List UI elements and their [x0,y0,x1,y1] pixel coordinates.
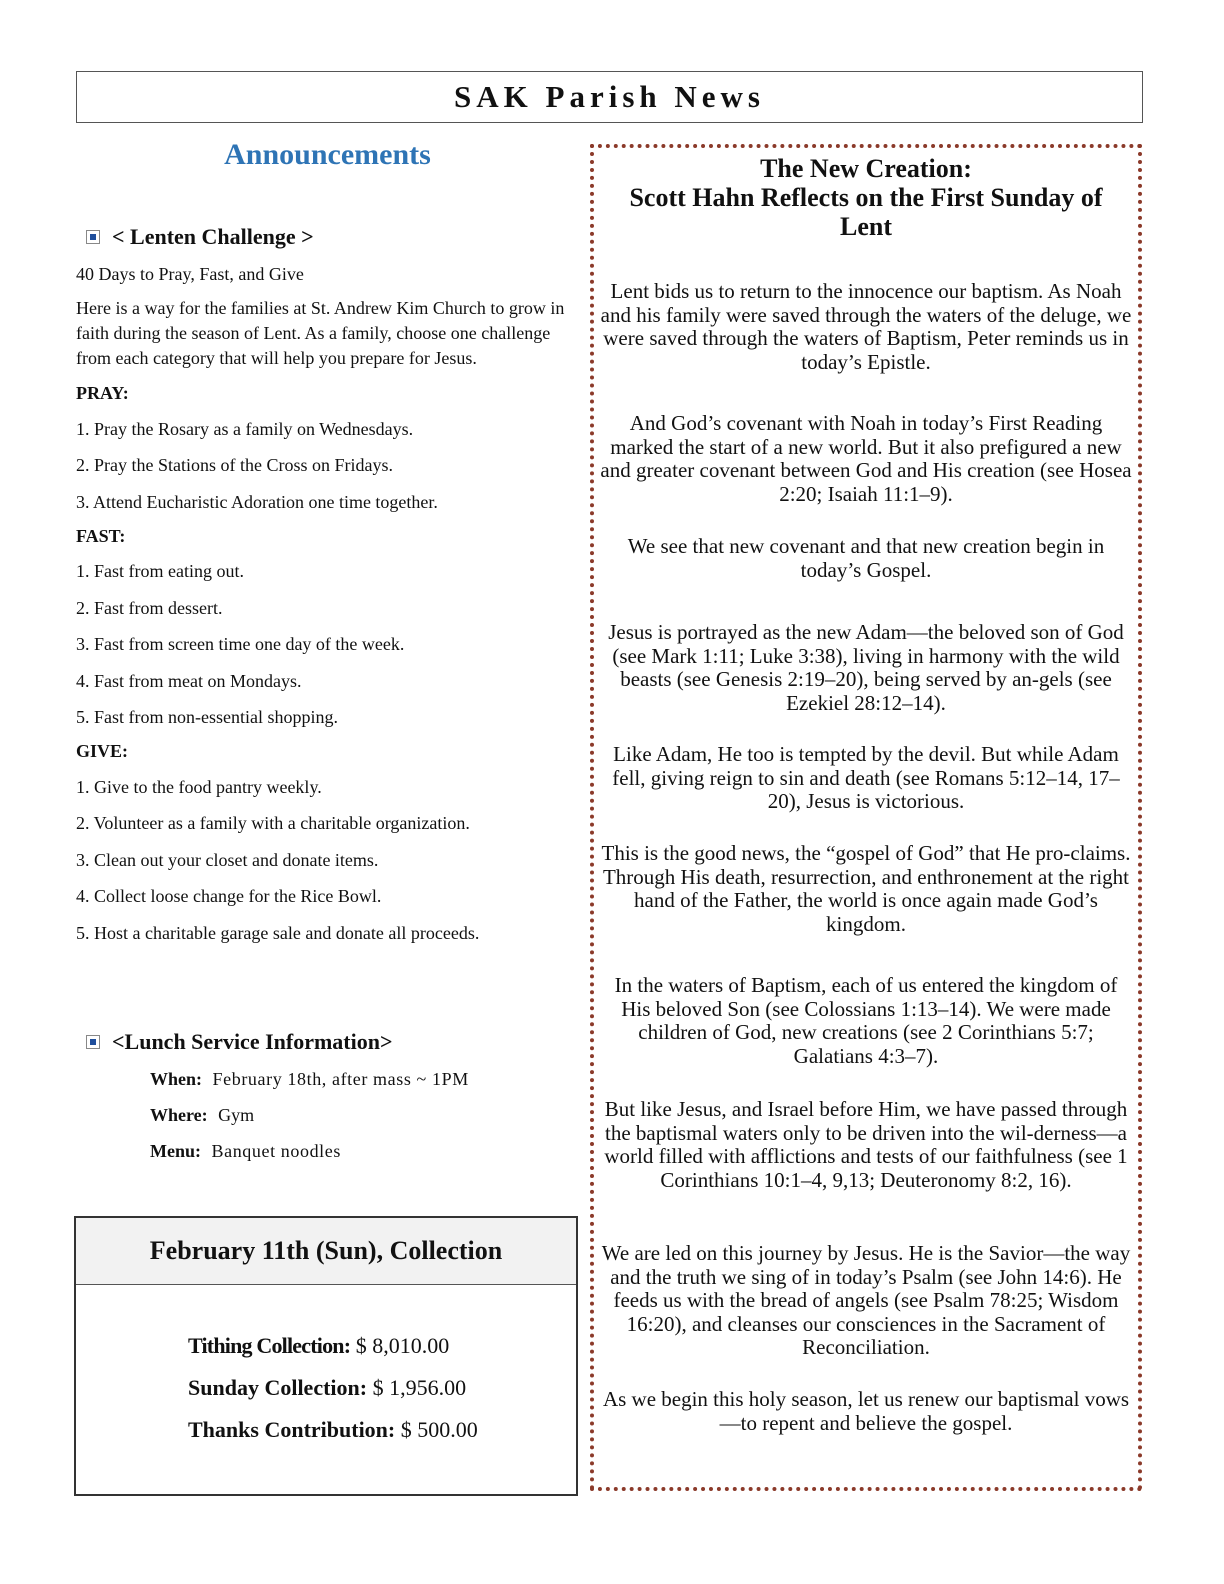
reflection-paragraph: Lent bids us to return to the innocence our baptism. As Noah and his family were saved through the waters of the deluge, we were saved through the waters of Baptism, Peter reminds us in today’s Epistle. [600,279,1132,374]
collection-box [74,1216,578,1496]
reflection-paragraph: We see that new covenant and that new creation begin in today’s Gospel. [627,534,1105,582]
reflection-paragraph: Jesus is portrayed as the new Adam—the beloved son of God (see Mark 1:11; Luke 3:38), living in harmony with the wild beasts (see Genesis 2:19–20), being served by an-gels (see Ezekiel 28:12–14). [608,620,1124,715]
list-item: 5. Host a charitable garage sale and donate all proceeds. [76,922,480,943]
collection-body [188,1333,576,1443]
thanks-label: Thanks Contribution: [188,1417,396,1442]
sunday-row [188,1375,576,1401]
list-item: 1. Give to the food pantry weekly. [76,776,322,797]
lenten-challenge-title: < Lenten Challenge > [112,224,314,249]
list-item: 4. Fast from meat on Mondays. [76,670,302,691]
lenten-challenge-heading [86,224,579,250]
list-item: 3. Fast from screen time one day of the week. [76,634,405,654]
tithing-row [188,1333,576,1359]
list-item: 1. Fast from eating out. [76,561,244,581]
menu-label: Menu: [150,1140,201,1161]
square-bullet-icon [86,230,100,244]
where-value: Gym [218,1104,255,1125]
give-label: GIVE: [76,741,129,761]
masthead [76,71,1143,123]
list-item: 2. Fast from dessert. [76,597,223,618]
list-item: 1. Pray the Rosary as a family on Wednesdays. [76,418,414,439]
reflection-paragraph: As we begin this holy season, let us renew our baptismal vows—to repent and believe the gospel. [602,1387,1130,1435]
announcements-heading: Announcements [224,138,431,171]
menu-value: Banquet noodles [211,1140,341,1161]
pray-label: PRAY: [76,383,129,403]
lunch-where-row [150,1103,579,1127]
newsletter-title: SAK Parish News [454,79,765,114]
lunch-when-row [150,1067,579,1091]
collection-title: February 11th (Sun), Collection [76,1218,576,1285]
tithing-value: $ 8,010.00 [355,1333,450,1358]
announcements-column [76,132,579,1175]
when-label: When: [150,1068,203,1089]
reflection-article [590,144,1142,1491]
sunday-label: Sunday Collection: [188,1375,368,1400]
lunch-menu-row [150,1139,579,1163]
pray-list [76,417,579,514]
lunch-service-title: <Lunch Service Information> [112,1028,393,1054]
give-list [76,775,579,945]
thanks-value: $ 500.00 [400,1417,478,1442]
tithing-label: Tithing Collection: [188,1333,351,1358]
reflection-paragraph: We are led on this journey by Jesus. He is the Savior—the way and the truth we sing of in today’s Psalm (see John 14:6). He feeds us with the bread of angels (see Psalm 78:25; Wisdom 16:20), and cleanses our consciences in the Sacrament of Reconciliation. [601,1241,1131,1359]
when-value: February 18th, after mass ~ 1PM [212,1068,469,1089]
reflection-paragraph: This is the good news, the “gospel of God” that He pro-claims. Through His death, resurrection, and enthronement at the right hand of the Father, the world is once again made God’s kingdom. [601,841,1131,936]
fast-list [76,559,579,729]
lunch-service-heading [86,1029,579,1055]
thanks-row [188,1417,576,1443]
reflection-title-line2: Scott Hahn Reflects on the First Sunday of Lent [629,183,1103,241]
reflection-title [594,154,1138,241]
lenten-intro: Here is a way for the families at St. Andrew Kim Church to grow in faith during the season of Lent. As a family, choose one challenge from each category that will help you prepare for Jesus. [76,298,565,368]
list-item: 3. Clean out your closet and donate items. [76,849,379,870]
lenten-tagline: 40 Days to Pray, Fast, and Give [76,264,304,284]
lunch-info [150,1067,579,1163]
list-item: 3. Attend Eucharistic Adoration one time together. [76,491,438,512]
sunday-value: $ 1,956.00 [372,1375,467,1400]
reflection-paragraph: And God’s covenant with Noah in today’s First Reading marked the start of a new world. But it also prefigured a new and greater covenant between God and His creation (see Hosea 2:20; Isaiah 11:1–9). [600,411,1132,506]
where-label: Where: [150,1104,208,1125]
list-item: 2. Volunteer as a family with a charitable organization. [76,813,470,833]
square-bullet-icon [86,1035,100,1049]
fast-label: FAST: [76,525,126,546]
list-item: 5. Fast from non-essential shopping. [76,707,338,727]
list-item: 4. Collect loose change for the Rice Bowl. [76,886,382,906]
reflection-paragraph: In the waters of Baptism, each of us entered the kingdom of His beloved Son (see Colossians 1:13–14). We were made children of God, new creations (see 2 Corinthians 5:7; Galatians 4:3–7). [614,973,1118,1068]
reflection-paragraph: But like Jesus, and Israel before Him, we have passed through the baptismal waters only to be driven into the wil-derness—a world filled with afflictions and tests of our faithfulness (see 1 Corinthians 10:1–4, 9,13; Deuteronomy 8:2, 16). [604,1097,1128,1192]
reflection-paragraph: Like Adam, He too is tempted by the devil. But while Adam fell, giving reign to sin and death (see Romans 5:12–14, 17–20), Jesus is victorious. [612,742,1120,813]
list-item: 2. Pray the Stations of the Cross on Fridays. [76,455,393,475]
reflection-title-line1: The New Creation: [760,154,972,183]
